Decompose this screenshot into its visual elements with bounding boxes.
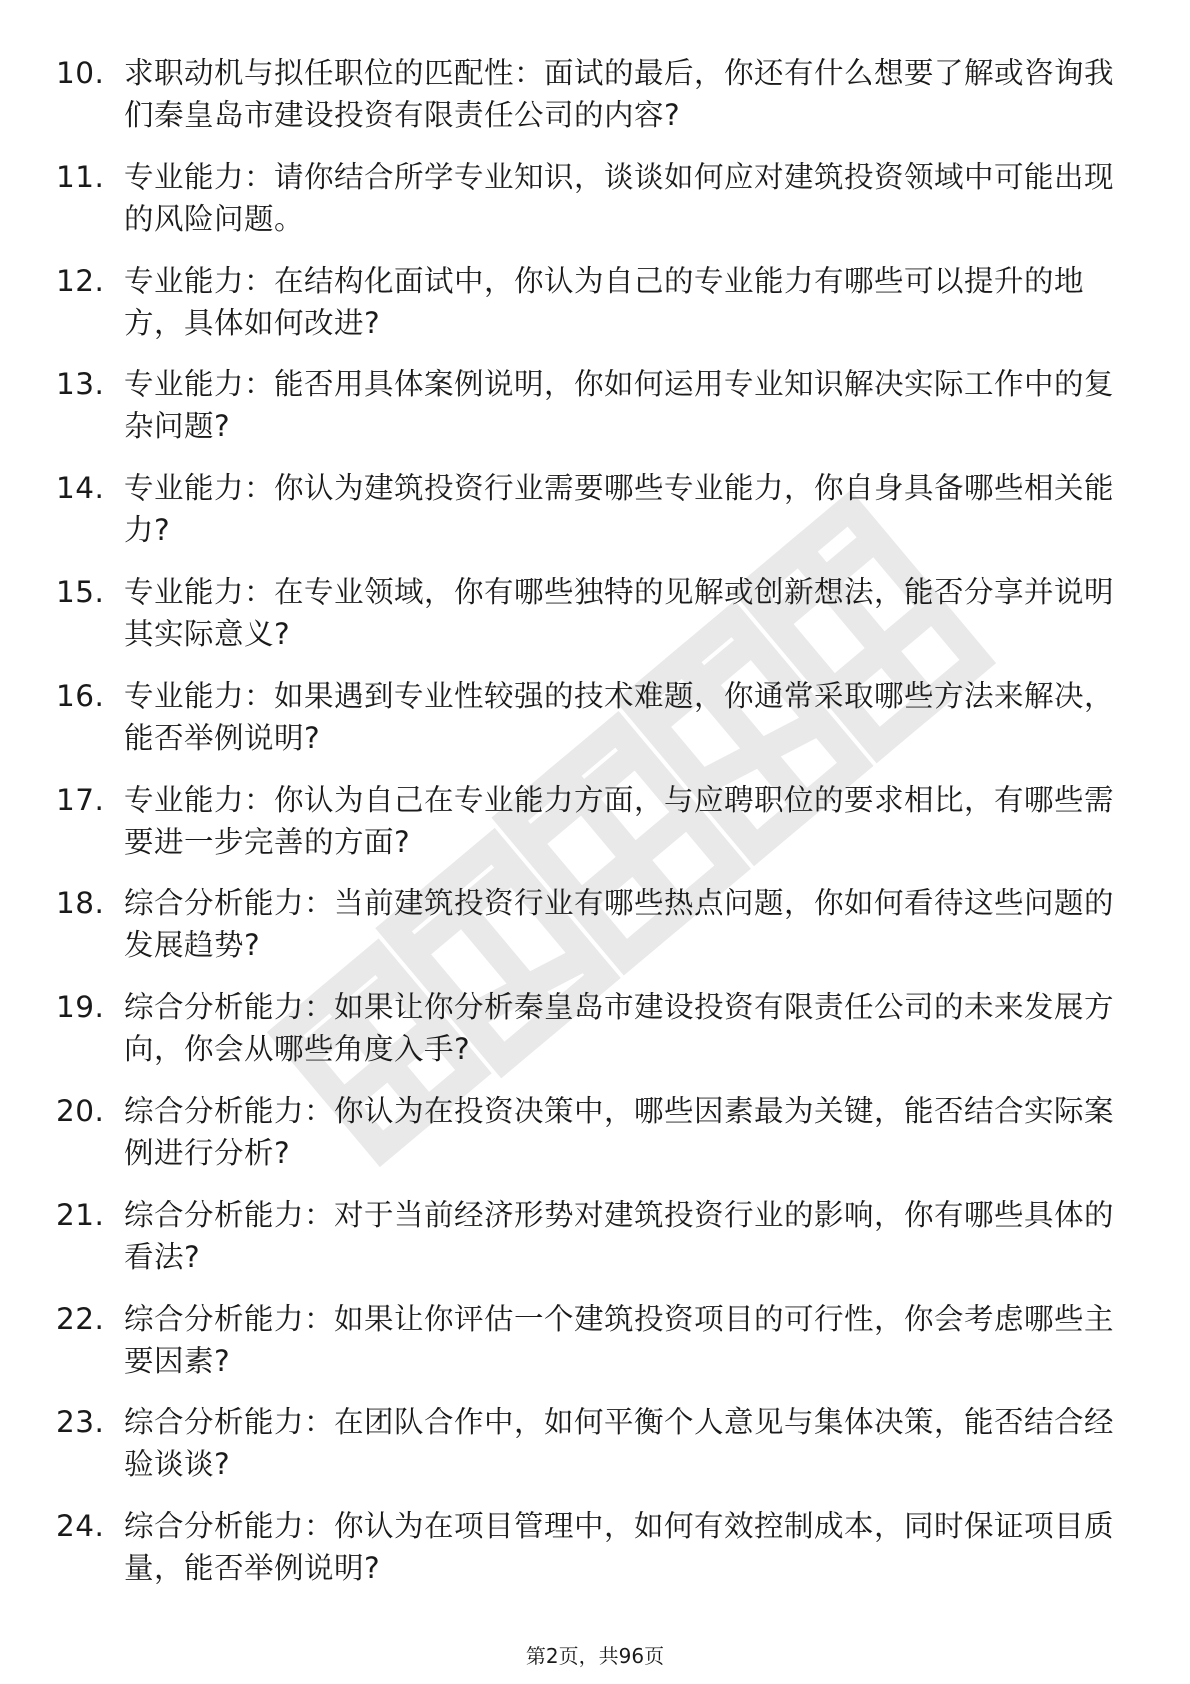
page-number-label: 第2页，共96页 [525,1644,665,1668]
question-text: 综合分析能力：当前建筑投资行业有哪些热点问题，你如何看待这些问题的发展趋势? [124,886,1115,963]
question-number: 22. [56,1301,105,1336]
question-number: 11. [56,159,105,194]
question-item [56,156,1116,240]
question-number: 23. [56,1405,105,1440]
question-item [56,779,1116,863]
question-number: 12. [56,263,105,298]
question-number: 19. [56,990,105,1025]
question-number: 21. [56,1197,105,1232]
question-number: 24. [56,1509,105,1544]
question-text: 综合分析能力：对于当前经济形势对建筑投资行业的影响，你有哪些具体的看法? [124,1197,1115,1274]
question-number: 13. [56,367,105,402]
question-item [56,52,1116,136]
question-text: 专业能力：你认为建筑投资行业需要哪些专业能力，你自身具备哪些相关能力? [124,471,1115,548]
question-item [56,260,1116,344]
question-text: 专业能力：能否用具体案例说明，你如何运用专业知识解决实际工作中的复杂问题? [124,367,1115,444]
question-number: 16. [56,678,105,713]
question-number: 10. [56,56,105,90]
question-number: 15. [56,574,105,609]
question-item [56,1401,1116,1485]
question-number: 17. [56,782,105,817]
question-text: 专业能力：在结构化面试中，你认为自己的专业能力有哪些可以提升的地方，具体如何改进? [124,263,1085,340]
question-list [56,52,1116,1609]
question-text: 专业能力：你认为自己在专业能力方面，与应聘职位的要求相比，有哪些需要进一步完善的方面? [124,782,1115,859]
question-item [56,1505,1116,1589]
question-text: 求职动机与拟任职位的匹配性：面试的最后，你还有什么想要了解或咨询我们秦皇岛市建设投资有限责任公司的内容? [124,56,1115,132]
question-item [56,1194,1116,1278]
question-text: 综合分析能力：在团队合作中，如何平衡个人意见与集体决策，能否结合经验谈谈? [124,1405,1115,1482]
question-item [56,467,1116,551]
question-item [56,1298,1116,1382]
question-item [56,571,1116,655]
question-text: 综合分析能力：如果让你分析秦皇岛市建设投资有限责任公司的未来发展方向，你会从哪些角度入手? [124,990,1115,1067]
question-number: 20. [56,1093,105,1128]
question-item [56,1090,1116,1174]
page-footer [0,1640,1190,1669]
question-number: 18. [56,886,105,921]
question-text: 专业能力：在专业领域，你有哪些独特的见解或创新想法，能否分享并说明其实际意义? [124,574,1115,651]
question-text: 综合分析能力：你认为在投资决策中，哪些因素最为关键，能否结合实际案例进行分析? [124,1093,1115,1170]
question-item [56,986,1116,1070]
question-item [56,882,1116,966]
question-text: 专业能力：请你结合所学专业知识，谈谈如何应对建筑投资领域中可能出现的风险问题。 [124,159,1115,236]
question-text: 综合分析能力：如果让你评估一个建筑投资项目的可行性，你会考虑哪些主要因素? [124,1301,1115,1378]
question-text: 综合分析能力：你认为在项目管理中，如何有效控制成本，同时保证项目质量，能否举例说明? [124,1509,1115,1586]
question-number: 14. [56,471,105,506]
question-item [56,363,1116,447]
question-item [56,675,1116,759]
question-text: 专业能力：如果遇到专业性较强的技术难题，你通常采取哪些方法来解决，能否举例说明? [124,678,1115,755]
